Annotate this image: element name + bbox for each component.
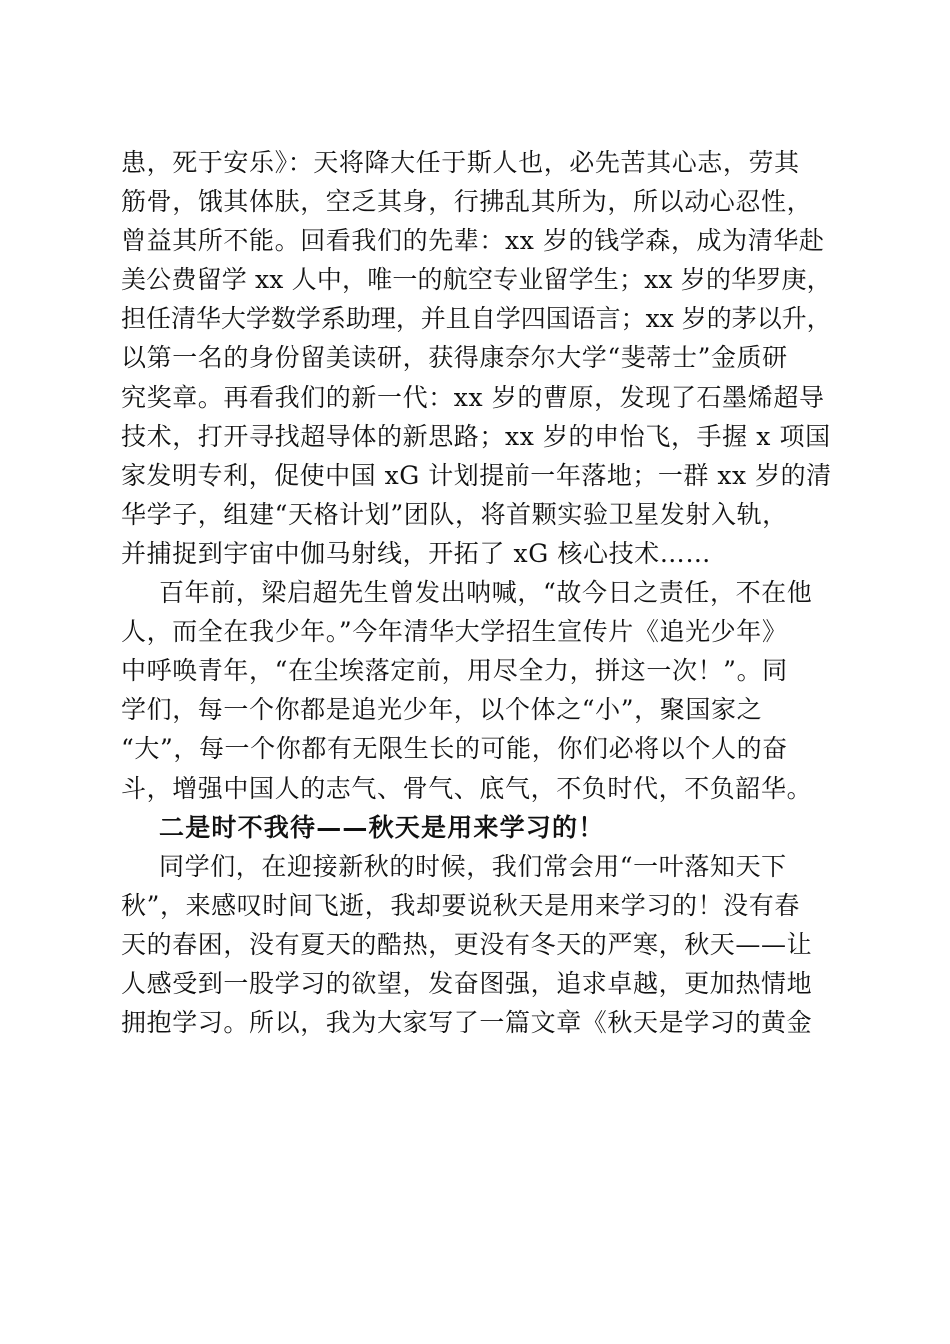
paragraph-start-line: 百年前，梁启超先生曾发出呐喊，“故今日之责任，不在他	[159, 578, 813, 608]
text-line: 担任清华大学数学系助理，并且自学四国语言；xx 岁的茅以升，	[121, 304, 832, 334]
text-line: 天的春困，没有夏天的酷热，更没有冬天的严寒，秋天——让	[121, 929, 813, 959]
text-line: “大”，每一个你都有无限生长的可能，你们必将以个人的奋	[121, 734, 788, 764]
text-line: 华学子，组建“天格计划”团队，将首颗实验卫星发射入轨，	[121, 499, 788, 529]
text-line: 以第一名的身份留美读研，获得康奈尔大学“斐蒂士”金质研	[121, 343, 788, 373]
text-line: 拥抱学习。所以，我为大家写了一篇文章《秋天是学习的黄金	[121, 1008, 813, 1038]
text-line: 学们，每一个你都是追光少年，以个体之“小”，聚国家之	[121, 695, 763, 725]
text-line: 技术，打开寻找超导体的新思路；xx 岁的申怡飞，手握 x 项国	[121, 421, 831, 451]
text-line: 曾益其所不能。回看我们的先辈：xx 岁的钱学森，成为清华赴	[121, 226, 825, 256]
text-line: 人感受到一股学习的欲望，发奋图强，追求卓越，更加热情地	[121, 968, 813, 998]
text-line: 人，而全在我少年。”今年清华大学招生宣传片《追光少年》	[121, 617, 788, 647]
text-line: 美公费留学 xx 人中，唯一的航空专业留学生；xx 岁的华罗庚，	[121, 265, 832, 295]
body-text	[121, 143, 833, 1042]
section-heading: 二是时不我待——秋天是用来学习的！	[159, 812, 605, 842]
text-line: 筋骨，饿其体肤，空乏其身，行拂乱其所为，所以动心忍性，	[121, 187, 813, 217]
paragraph-start-line: 同学们，在迎接新秋的时候，我们常会用“一叶落知天下	[159, 851, 787, 881]
text-line: 家发明专利，促使中国 xG 计划提前一年落地；一群 xx 岁的清	[121, 460, 832, 490]
text-line: 并捕捉到宇宙中伽马射线，开拓了 xG 核心技术……	[121, 538, 711, 568]
text-line: 斗，增强中国人的志气、骨气、底气，不负时代，不负韶华。	[121, 773, 813, 803]
text-line: 患，死于安乐》：天将降大任于斯人也，必先苦其心志，劳其	[121, 148, 800, 177]
text-line: 中呼唤青年，“在尘埃落定前，用尽全力，拼这一次！”。同	[121, 656, 788, 686]
text-line: 秋”，来感叹时间飞逝，我却要说秋天是用来学习的！没有春	[121, 890, 800, 920]
text-line: 究奖章。再看我们的新一代：xx 岁的曹原，发现了石墨烯超导	[121, 382, 825, 412]
